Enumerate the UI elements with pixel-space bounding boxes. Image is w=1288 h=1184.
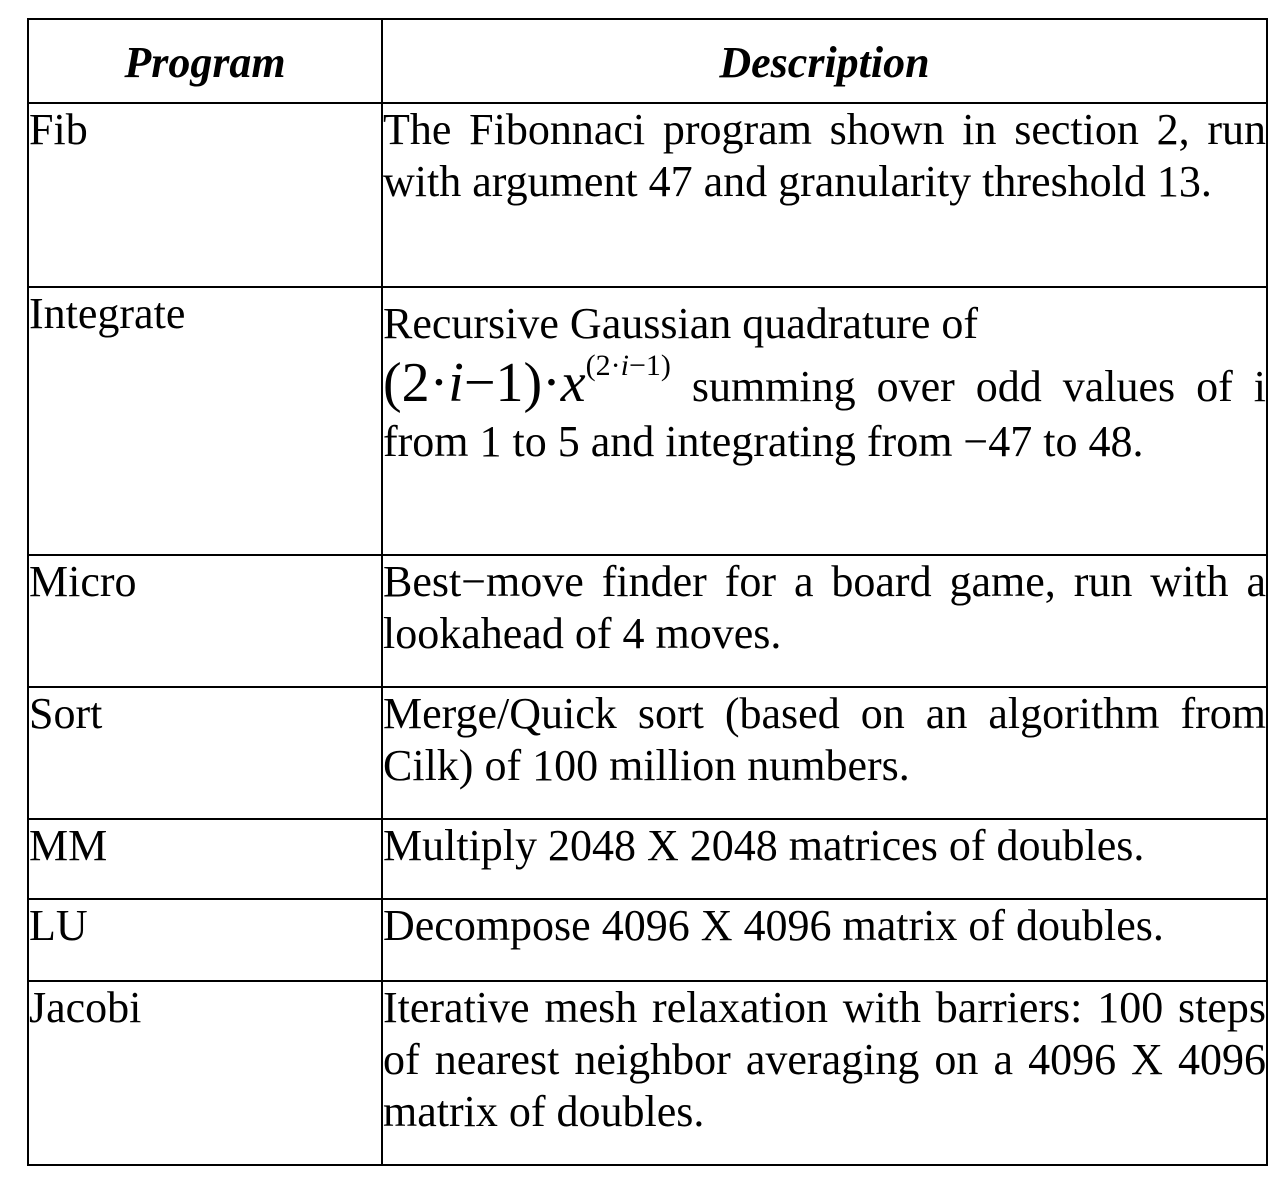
formula-part: (2· [585, 349, 621, 382]
program-name: Jacobi [28, 981, 382, 1165]
table-row [28, 819, 1267, 899]
program-name: Integrate [28, 287, 382, 555]
formula-exponent [586, 349, 671, 382]
table-row [28, 287, 1267, 555]
program-column-header: Program [28, 19, 382, 103]
formula [383, 349, 671, 414]
program-name: LU [28, 899, 382, 981]
formula-part: −1) [628, 349, 671, 382]
program-description: Best−move finder for a board game, run with a lookahead of 4 moves. [382, 555, 1267, 687]
program-name: Micro [28, 555, 382, 687]
formula-variable: i [448, 352, 464, 414]
program-name: Sort [28, 687, 382, 819]
table-row [28, 555, 1267, 687]
table-row [28, 981, 1267, 1165]
header-row [28, 19, 1267, 103]
program-description: Decompose 4096 X 4096 matrix of doubles. [382, 899, 1267, 981]
program-description: Multiply 2048 X 2048 matrices of doubles. [382, 819, 1267, 899]
program-description [382, 287, 1267, 555]
description-text: Recursive Gaussian quadrature of [383, 299, 979, 348]
program-description: The Fibonnaci program shown in section 2, run with argument 47 and granularity threshold 13. [382, 103, 1267, 287]
program-description: Iterative mesh relaxation with barriers: 100 steps of nearest neighbor averaging on a 4096 X 4096 matrix of doubles. [382, 981, 1267, 1165]
formula-part: −1)· [463, 352, 561, 414]
program-name: Fib [28, 103, 382, 287]
program-description: Merge/Quick sort (based on an algorithm from Cilk) of 100 million numbers. [382, 687, 1267, 819]
formula-part: (2· [383, 352, 449, 414]
description-column-header: Description [382, 19, 1267, 103]
formula-variable: x [560, 352, 586, 414]
description-text: summing over odd values of i from 1 to 5 and integrating from −47 to 48. [383, 362, 1266, 466]
table-row [28, 687, 1267, 819]
formula-variable: i [620, 349, 629, 382]
program-name: MM [28, 819, 382, 899]
table-row [28, 899, 1267, 981]
benchmark-programs-table [27, 18, 1268, 1166]
table-row [28, 103, 1267, 287]
